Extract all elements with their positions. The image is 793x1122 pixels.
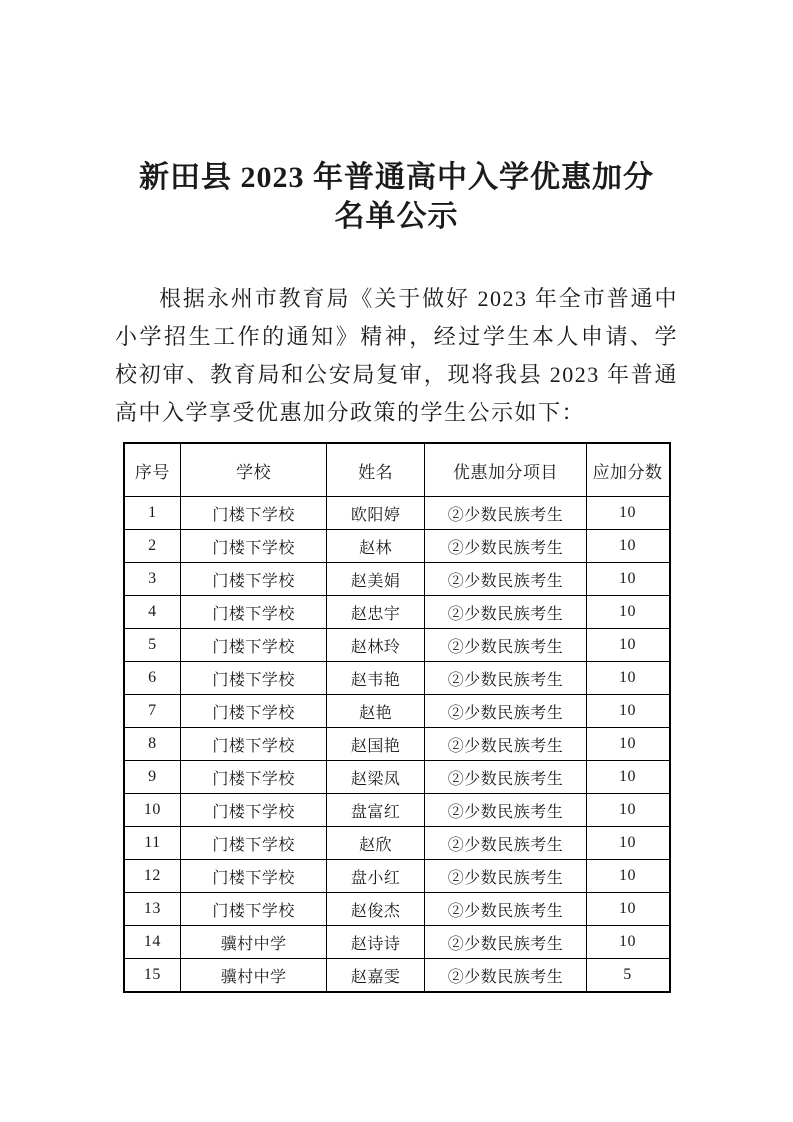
table-row <box>124 893 670 926</box>
table-cell: 赵嘉雯 <box>326 959 425 993</box>
table-cell: 门楼下学校 <box>181 893 326 926</box>
table-cell: 赵艳 <box>326 695 425 728</box>
table-cell: 盘小红 <box>326 860 425 893</box>
table-cell: 骥村中学 <box>181 959 326 993</box>
table-row <box>124 563 670 596</box>
table-cell: 6 <box>124 662 181 695</box>
table-cell: ②少数民族考生 <box>425 893 586 926</box>
column-header: 优惠加分项目 <box>425 443 586 497</box>
table-row <box>124 596 670 629</box>
column-header: 学校 <box>181 443 326 497</box>
table-cell: 赵国艳 <box>326 728 425 761</box>
table-cell: ②少数民族考生 <box>425 959 586 993</box>
table-cell: 10 <box>124 794 181 827</box>
table-cell: 10 <box>586 695 669 728</box>
table-cell: 10 <box>586 596 669 629</box>
table-cell: 门楼下学校 <box>181 827 326 860</box>
table-cell: ②少数民族考生 <box>425 530 586 563</box>
table-cell: 5 <box>586 959 669 993</box>
table-cell: 13 <box>124 893 181 926</box>
table-cell: 赵林 <box>326 530 425 563</box>
table-cell: 门楼下学校 <box>181 794 326 827</box>
bonus-points-table <box>123 442 671 993</box>
table-cell: 7 <box>124 695 181 728</box>
table-cell: 10 <box>586 497 669 530</box>
table-header-row <box>124 443 670 497</box>
table-cell: 赵美娟 <box>326 563 425 596</box>
table-cell: 门楼下学校 <box>181 728 326 761</box>
table-row <box>124 497 670 530</box>
table-cell: 赵忠宇 <box>326 596 425 629</box>
table-cell: 赵诗诗 <box>326 926 425 959</box>
table-cell: 1 <box>124 497 181 530</box>
table-cell: 11 <box>124 827 181 860</box>
table-row <box>124 827 670 860</box>
table-cell: 门楼下学校 <box>181 563 326 596</box>
table-cell: 2 <box>124 530 181 563</box>
table-row <box>124 662 670 695</box>
table-cell: 10 <box>586 530 669 563</box>
table-cell: 10 <box>586 794 669 827</box>
table-cell: 门楼下学校 <box>181 596 326 629</box>
table-cell: 门楼下学校 <box>181 695 326 728</box>
table-cell: 12 <box>124 860 181 893</box>
table-cell: ②少数民族考生 <box>425 695 586 728</box>
table-cell: 10 <box>586 860 669 893</box>
table-cell: ②少数民族考生 <box>425 563 586 596</box>
table-cell: 10 <box>586 761 669 794</box>
table-cell: ②少数民族考生 <box>425 728 586 761</box>
table-cell: 15 <box>124 959 181 993</box>
table-cell: 门楼下学校 <box>181 497 326 530</box>
title-line-1: 新田县 2023 年普通高中入学优惠加分 <box>139 161 654 194</box>
table-cell: ②少数民族考生 <box>425 629 586 662</box>
table-cell: 3 <box>124 563 181 596</box>
table-cell: 8 <box>124 728 181 761</box>
table-cell: 10 <box>586 563 669 596</box>
table-row <box>124 695 670 728</box>
table-row <box>124 794 670 827</box>
table-cell: 5 <box>124 629 181 662</box>
intro-paragraph: 根据永州市教育局《关于做好 2023 年全市普通中小学招生工作的通知》精神，经过学生本人申请、学校初审、教育局和公安局复审，现将我县 2023 年普通高中入学享受优惠加分政策的学生公示如下： <box>115 286 678 425</box>
table-cell: 10 <box>586 629 669 662</box>
table-row <box>124 761 670 794</box>
table-cell: 门楼下学校 <box>181 530 326 563</box>
table-body <box>124 497 670 993</box>
table-cell: 欧阳婷 <box>326 497 425 530</box>
table-row <box>124 629 670 662</box>
table-cell: 门楼下学校 <box>181 629 326 662</box>
table-cell: ②少数民族考生 <box>425 794 586 827</box>
table-cell: 赵欣 <box>326 827 425 860</box>
table-cell: 门楼下学校 <box>181 662 326 695</box>
table-cell: 赵林玲 <box>326 629 425 662</box>
table-cell: 10 <box>586 827 669 860</box>
column-header: 姓名 <box>326 443 425 497</box>
table-cell: 骥村中学 <box>181 926 326 959</box>
table-cell: ②少数民族考生 <box>425 926 586 959</box>
table-cell: 10 <box>586 893 669 926</box>
table-cell: 赵梁凤 <box>326 761 425 794</box>
page-title <box>115 158 678 236</box>
table-cell: 10 <box>586 662 669 695</box>
table-cell: 赵俊杰 <box>326 893 425 926</box>
table-cell: ②少数民族考生 <box>425 761 586 794</box>
table-row <box>124 860 670 893</box>
table-cell: 10 <box>586 728 669 761</box>
table-row <box>124 926 670 959</box>
table-cell: 9 <box>124 761 181 794</box>
table-cell: ②少数民族考生 <box>425 662 586 695</box>
table-cell: 4 <box>124 596 181 629</box>
table-cell: ②少数民族考生 <box>425 596 586 629</box>
table-cell: ②少数民族考生 <box>425 827 586 860</box>
column-header: 序号 <box>124 443 181 497</box>
table-row <box>124 728 670 761</box>
table-row <box>124 530 670 563</box>
table-cell: ②少数民族考生 <box>425 497 586 530</box>
table-cell: 赵韦艳 <box>326 662 425 695</box>
table-head <box>124 443 670 497</box>
table-cell: 门楼下学校 <box>181 761 326 794</box>
table-row <box>124 959 670 993</box>
table-cell: 10 <box>586 926 669 959</box>
table-cell: 门楼下学校 <box>181 860 326 893</box>
column-header: 应加分数 <box>586 443 669 497</box>
table-cell: ②少数民族考生 <box>425 860 586 893</box>
table-cell: 盘富红 <box>326 794 425 827</box>
title-line-2: 名单公示 <box>334 200 459 233</box>
table-cell: 14 <box>124 926 181 959</box>
